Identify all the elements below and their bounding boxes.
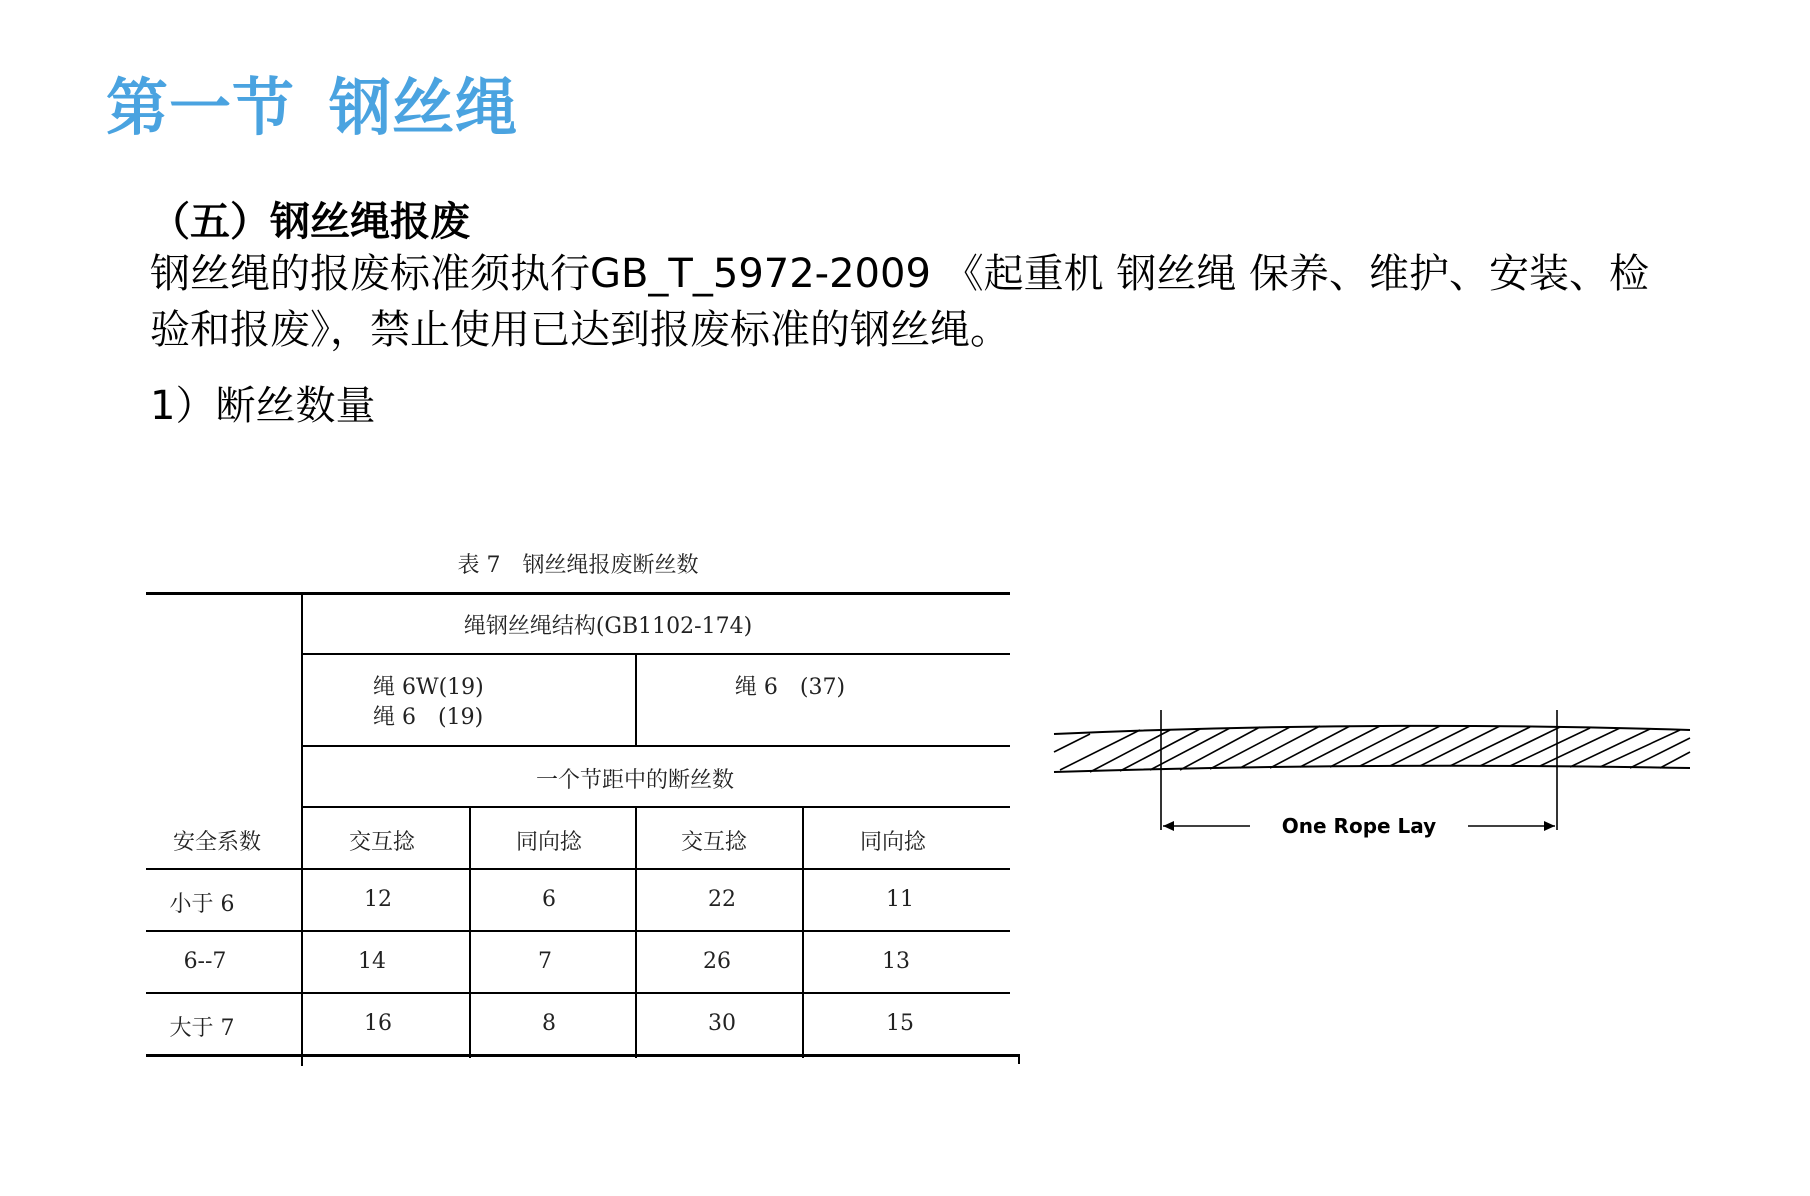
table-cell: 6--7 [183, 949, 227, 974]
table-cell: 8 [542, 1011, 556, 1036]
table-column-header: 交互捻 [348, 830, 416, 855]
table-cell: 12 [364, 887, 392, 912]
table-rule-bottom [146, 1054, 1020, 1057]
table-structure-header: 绳钢丝绳结构(GB1102-174) [463, 614, 753, 639]
table-cell: 22 [708, 887, 736, 912]
table-cell: 11 [886, 887, 914, 912]
table-rule [303, 745, 1010, 747]
section-heading: （五）钢丝绳报废 [150, 199, 470, 245]
table-cell: 26 [703, 949, 731, 974]
table-cell: 15 [886, 1011, 914, 1036]
table-group-a-line2: 绳 6 (19) [373, 705, 484, 730]
table-rule [303, 806, 1010, 808]
table-column-header: 交互捻 [680, 830, 748, 855]
page-title [106, 58, 518, 147]
table-cell: 13 [882, 949, 910, 974]
table-rule-top [146, 592, 1010, 595]
table-cell: 小于 6 [169, 892, 235, 917]
table-rule [146, 930, 1010, 932]
table-cell: 6 [542, 887, 556, 912]
arrow-left-icon [1163, 821, 1174, 831]
rope-lay-label: One Rope Lay [1281, 814, 1437, 838]
table-cell: 16 [364, 1011, 392, 1036]
table-divider [635, 655, 637, 745]
table-cell: 14 [358, 949, 386, 974]
list-item-heading: 1）断丝数量 [150, 383, 376, 429]
table-rule [146, 992, 1010, 994]
title-topic: 钢丝绳 [329, 71, 519, 144]
table-group-b: 绳 6 (37) [734, 675, 846, 700]
title-section-number: 第一节 [106, 71, 296, 144]
rope-outline-bottom [1054, 766, 1690, 772]
table-divider [1018, 1054, 1020, 1064]
table-column-header: 同向捻 [515, 830, 583, 855]
arrow-right-icon [1544, 821, 1555, 831]
table-divider [635, 808, 637, 1058]
table-caption: 表 7 钢丝绳报废断丝数 [457, 553, 699, 578]
table-cell: 30 [708, 1011, 736, 1036]
table-divider [301, 592, 303, 1066]
table-column-header: 安全系数 [172, 830, 262, 855]
body-paragraph: 钢丝绳的报废标准须执行GB_T_5972-2009 《起重机 钢丝绳 保养、维护、安装、检验和报废》，禁止使用已达到报废标准的钢丝绳。 [150, 251, 1650, 353]
rope-lay-diagram [1050, 700, 1700, 840]
table-rule [146, 868, 1010, 870]
table-cell: 7 [538, 949, 552, 974]
table-cell: 大于 7 [169, 1016, 235, 1041]
table-rule [303, 653, 1010, 655]
table-divider [469, 808, 471, 1058]
table-divider [802, 808, 804, 1058]
table-broken-per-lay-header: 一个节距中的断丝数 [535, 768, 735, 793]
table-column-header: 同向捻 [859, 830, 927, 855]
table-group-a-line1: 绳 6W(19) [373, 675, 484, 700]
